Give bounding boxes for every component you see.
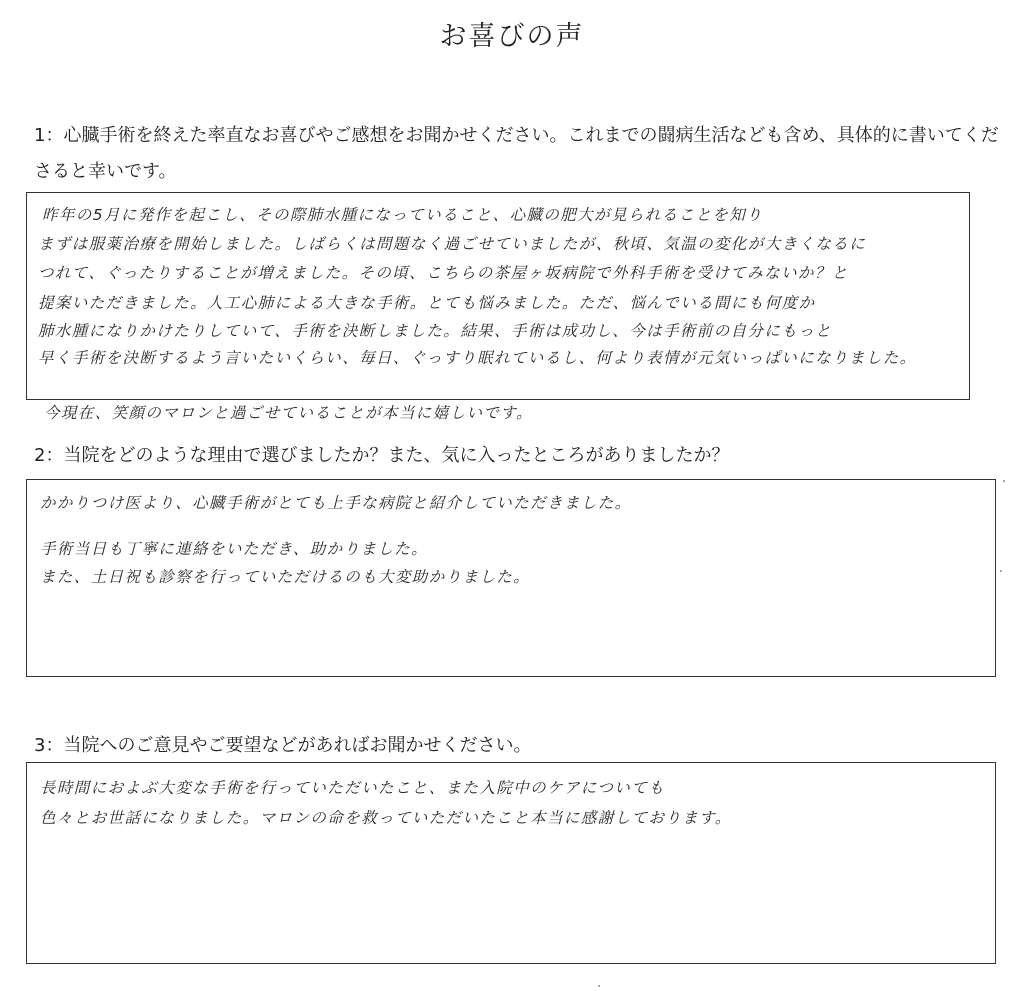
answer-1-line: つれて、ぐったりすることが増えました。その頃、こちらの茶屋ヶ坂病院で外科手術を受けてみないか？と [38,264,849,282]
question-2: 2：当院をどのような理由で選びましたか？また、気に入ったところがありましたか？ [34,445,730,466]
answer-2-line: かかりつけ医より、心臓手術がとても上手な病院と紹介していただきました。 [40,494,632,512]
answer-1-line: 提案いただきました。人工心肺による大きな手術。とても悩みました。ただ、悩んでいる間にも何度か [38,294,816,312]
answer-2-line: 手術当日も丁寧に連絡をいただき、助かりました。 [40,540,429,558]
answer-3-line: 色々とお世話になりました。マロンの命を救っていただいたこと本当に感謝しております。 [40,809,732,827]
answer-1-line: 肺水腫になりかけたりしていて、手術を決断しました。結果、手術は成功し、今は手術前の自分にもっと [38,322,832,340]
question-1: 1：心臓手術を終えた率直なお喜びやご感想をお聞かせください。これまでの闘病生活なども含め、具体的に書いてくださると幸いです。 [34,125,999,182]
page-title: お喜びの声 [439,21,585,52]
scan-speck [1000,570,1002,572]
answer-1-line: 早く手術を決断するよう言いたいくらい、毎日、ぐっすり眠れているし、何より表情が元気いっぱいになりました。 [38,349,917,367]
scan-speck [1003,480,1005,482]
answer-3-line: 長時間におよぶ大変な手術を行っていただいたこと、また入院中のケアについても [40,779,665,797]
question-3: 3：当院へのご意見やご要望などがあればお聞かせください。 [34,735,532,756]
scan-speck [598,985,600,987]
answer-2-line: また、土日祝も診察を行っていただけるのも大変助かりました。 [40,568,531,586]
answer-1-line: 今現在、笑顔のマロンと過ごせていることが本当に嬉しいです。 [44,404,533,422]
answer-1-line: 昨年の5月に発作を起こし、その際肺水腫になっていること、心臓の肥大が見られることを知り [42,206,764,224]
answer-1-line: まずは服薬治療を開始しました。しばらくは問題なく過ごせていましたが、秋頃、気温の変化が大きくなるに [38,235,867,253]
